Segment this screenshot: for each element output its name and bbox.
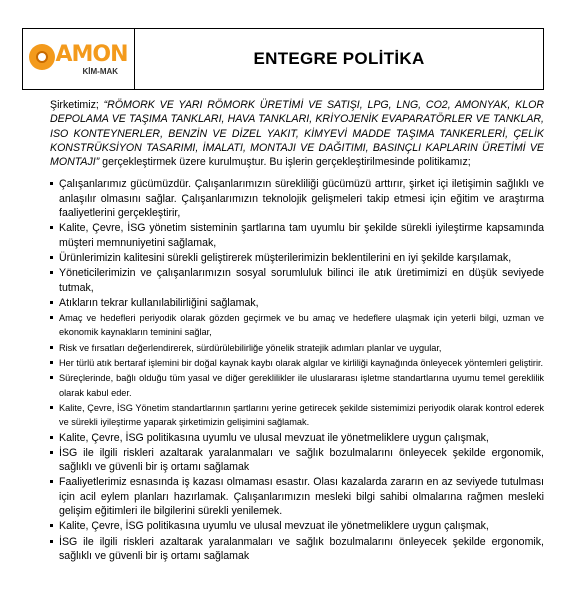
policy-item: Ürünlerimizin kalitesini sürekli geliştirerek müşterilerimizin beklentilerini en iyi şekilde karşılamak, [50,251,544,265]
policy-item: Kalite, Çevre, İSG yönetim sisteminin şartlarına tam uyumlu bir şekilde sürekli iyileştirme kapsamında müşteri memnuniyetini sağlamak, [50,221,544,250]
document-header [22,28,544,90]
document-title: ENTEGRE POLİTİKA [253,49,425,68]
policy-content [50,98,544,564]
intro-suffix: gerçekleştirmek üzere kurulmuştur. Bu işlerin gerçekleştirilmesinde politikamız; [99,156,471,169]
policy-item: Kalite, Çevre, İSG politikasına uyumlu ve ulusal mevzuat ile yönetmeliklere uygun çalışmak, [50,519,544,533]
logo-subtext: KİM-MAK [82,67,119,76]
policy-item: Atıkların tekrar kullanılabilirliğini sağlamak, [50,296,544,310]
policy-item: Süreçlerinde, bağlı olduğu tüm yasal ve diğer gereklilikler ile uluslararası işletme standartlarına uyumu temel gereklilik olarak kabul eder. [50,371,544,400]
policy-item: Amaç ve hedefleri periyodik olarak gözden geçirmek ve bu amaç ve hedeflere ulaşmak için yeterli bilgi, uzman ve ekonomik kaynakların teminini sağlar, [50,311,544,340]
policy-item: İSG ile ilgili riskleri azaltarak yaralanmaları ve sağlık bozulmalarını önleyecek şekilde ergonomik, sağlıklı ve güvenli bir iş ortamı sağlamak [50,535,544,564]
logo-text: AMON [55,42,128,67]
policy-list [50,177,544,563]
intro-scope: “RÖMORK VE YARI RÖMORK ÜRETİMİ VE SATIŞI, LPG, LNG, CO2, AMONYAK, KLOR DEPOLAMA VE TAŞIMA TANKLARI, HAVA TANKLARI, KRİYOJENİK EVAPARATÖRLER VE TANKLAR, ISO KONTEYNERLER, BENZİN VE DİZEL YAKIT, KİMYEVİ MADDE TAŞIMA TANKERLERİ, ÇELİK KONSTRÜKSİYON TASARIMI, İMALATI, MONTAJI VE DAĞITIMI, BASINÇLI KAPLARIN ÜRETİMİ VE MONTAJI” [50,99,545,169]
policy-item: Her türlü atık bertaraf işlemini bir doğal kaynak kaybı olarak algılar ve kirliliği kaynağında önleyecek yöntemleri geliştirir. [50,356,544,370]
policy-item: Kalite, Çevre, İSG Yönetim standartlarının şartlarını yerine getirecek şekilde sistemimizi periyodik olarak kontrol ederek ve sürekli iyileştirme yaparak şirketimizin gelişimini sağlamak. [50,401,544,430]
policy-item: İSG ile ilgili riskleri azaltarak yaralanmaları ve sağlık bozulmalarını önleyecek şekilde ergonomik, sağlıklı ve güvenli bir iş ortamı sağlamak [50,446,544,475]
policy-item: Çalışanlarımız gücümüzdür. Çalışanlarımızın sürekliliği gücümüzü arttırır, şirket içi iletişimin sağlıklı ve anlaşılır olmasını sağlar. Çalışanlarımızın teknolojik gelişmeleri takip etmesi için eğitim ve araştırma faaliyetlerini gerçekleştirir, [50,177,544,220]
policy-item: Risk ve fırsatları değerlendirerek, sürdürülebilirliğe yönelik stratejik adımları planlar ve uygular, [50,341,544,355]
policy-item: Yöneticilerimizin ve çalışanlarımızın sosyal sorumluluk bilinci ile atık üretimimizi en düşük seviyede tutmak, [50,266,544,295]
policy-item: Kalite, Çevre, İSG politikasına uyumlu ve ulusal mevzuat ile yönetmeliklere uygun çalışmak, [50,431,544,445]
logo-cell [23,29,135,89]
policy-item: Faaliyetlerimiz esnasında iş kazası olmaması esastır. Olası kazalarda zararın en az seviyede tutulması için acil eylem planları hazırlamak. Çalışanlarımızın mesleki bilgi sahibi olmalarına rağmen mesleki gelişim eğitimleri ile bilgilerini sürekli yenilemek. [50,475,544,518]
logo-gear-icon [29,44,55,70]
intro-prefix: Şirketimiz; [50,99,104,111]
company-logo [29,41,129,77]
intro-paragraph [50,98,544,169]
